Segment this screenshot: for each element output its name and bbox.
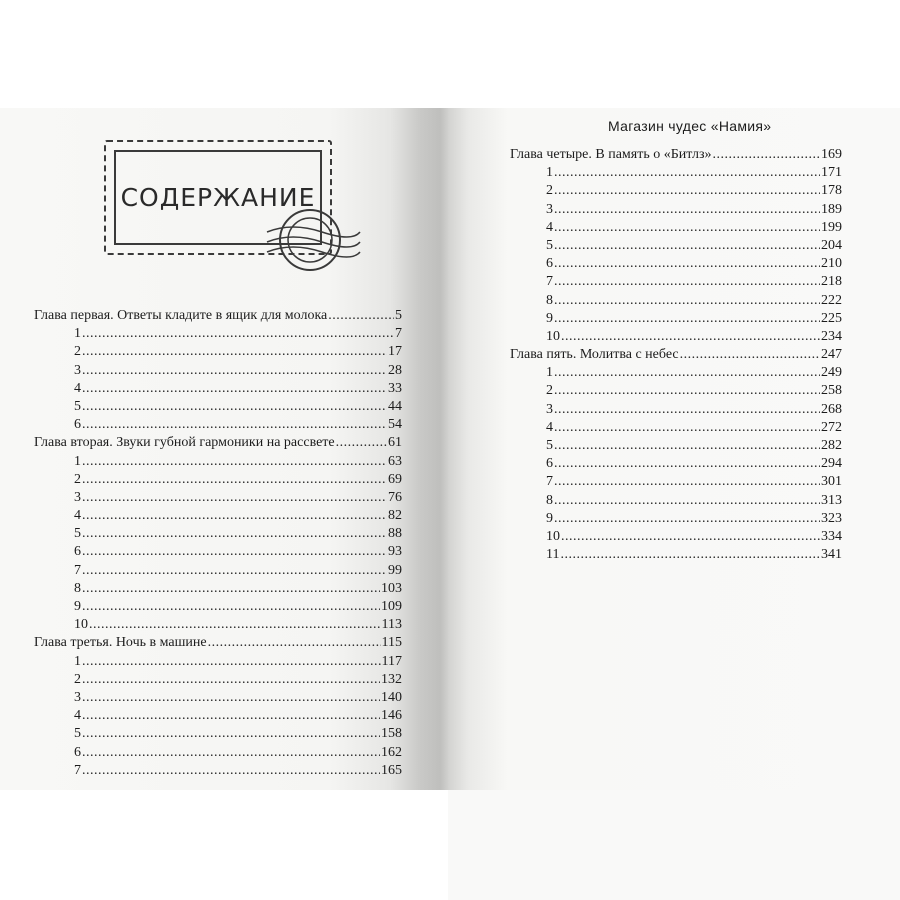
toc-leader-dots <box>554 255 820 273</box>
toc-page-number: 82 <box>388 508 402 524</box>
toc-leader-dots <box>554 437 820 455</box>
toc-page-number: 249 <box>821 365 842 381</box>
toc-leader-dots <box>208 634 381 652</box>
toc-page-number: 204 <box>821 237 842 253</box>
toc-entry-title: 2 <box>74 344 81 360</box>
toc-leader-dots <box>554 273 820 291</box>
toc-leader-dots <box>82 525 387 543</box>
toc-page-number: 109 <box>381 599 402 614</box>
toc-leader-dots <box>561 528 820 546</box>
toc-entry-title: Глава вторая. Звуки губной гармоники на рассвете <box>34 435 335 451</box>
toc-section-entry <box>34 325 402 343</box>
toc-entry-title: 6 <box>546 256 553 272</box>
toc-leader-dots <box>82 362 387 380</box>
toc-section-entry <box>34 671 402 689</box>
toc-leader-dots <box>554 473 820 491</box>
toc-section-entry <box>510 401 842 419</box>
toc-chapter-entry <box>510 146 842 164</box>
toc-section-entry <box>34 489 402 507</box>
toc-section-entry <box>510 310 842 328</box>
toc-section-entry <box>34 562 402 580</box>
toc-leader-dots <box>554 292 820 310</box>
toc-section-entry <box>34 653 402 671</box>
toc-leader-dots <box>554 201 820 219</box>
toc-entry-title: 7 <box>74 562 81 578</box>
toc-entry-title: 7 <box>546 274 553 290</box>
toc-page-number: 268 <box>821 401 842 417</box>
toc-entry-title: 6 <box>74 544 81 560</box>
toc-section-entry <box>34 507 402 525</box>
toc-section-entry <box>34 580 402 598</box>
toc-section-entry <box>34 453 402 471</box>
toc-entry-title: 9 <box>546 510 553 526</box>
toc-section-entry <box>34 380 402 398</box>
toc-entry-title: Глава четыре. В память о «Битлз» <box>510 147 712 162</box>
toc-entry-title: 10 <box>546 528 560 544</box>
toc-section-entry <box>34 543 402 561</box>
toc-section-entry <box>510 437 842 455</box>
toc-leader-dots <box>560 546 820 564</box>
toc-entry-title: 4 <box>74 508 81 524</box>
toc-section-entry <box>510 201 842 219</box>
toc-leader-dots <box>554 182 820 200</box>
toc-section-entry <box>34 725 402 743</box>
toc-entry-title: 5 <box>74 726 81 742</box>
toc-page-number: 301 <box>821 474 842 490</box>
toc-section-entry <box>510 382 842 400</box>
toc-entry-title: 6 <box>74 744 81 760</box>
toc-page-number: 178 <box>821 183 842 199</box>
toc-page-number: 140 <box>381 689 402 705</box>
toc-leader-dots <box>82 325 394 343</box>
toc-section-entry <box>34 616 402 634</box>
toc-page-number: 115 <box>381 635 402 651</box>
toc-page-number: 189 <box>821 201 842 217</box>
toc-leader-dots <box>82 744 380 762</box>
toc-page-number: 17 <box>388 344 402 360</box>
toc-entry-title: 3 <box>74 489 81 505</box>
toc-leader-dots <box>82 543 387 561</box>
toc-section-entry <box>34 398 402 416</box>
toc-leader-dots <box>82 580 380 598</box>
toc-leader-dots <box>82 453 387 471</box>
toc-entry-title: 3 <box>546 401 553 417</box>
toc-leader-dots <box>554 310 820 328</box>
toc-chapter-entry <box>34 307 402 325</box>
toc-entry-title: 4 <box>74 708 81 724</box>
toc-entry-title: 3 <box>74 362 81 378</box>
toc-page-number: 44 <box>388 398 402 414</box>
toc-entry-title: 5 <box>546 237 553 253</box>
toc-entry-title: 4 <box>546 219 553 235</box>
toc-chapter-entry <box>34 434 402 452</box>
toc-leader-dots <box>336 434 387 452</box>
toc-chapter-entry <box>34 634 402 652</box>
toc-section-entry <box>34 416 402 434</box>
toc-entry-title: 1 <box>546 365 553 381</box>
toc-entry-title: 2 <box>546 183 553 199</box>
toc-page-number: 63 <box>388 453 402 469</box>
toc-section-entry <box>510 237 842 255</box>
toc-entry-title: 2 <box>74 471 81 487</box>
toc-chapter-entry <box>510 346 842 364</box>
toc-page-number: 199 <box>821 219 842 235</box>
toc-entry-title: 1 <box>546 165 553 181</box>
toc-section-entry <box>510 492 842 510</box>
toc-page-number: 165 <box>381 762 402 778</box>
toc-leader-dots <box>82 416 387 434</box>
toc-entry-title: 1 <box>74 653 81 669</box>
toc-leader-dots <box>554 219 820 237</box>
toc-section-entry <box>510 528 842 546</box>
toc-entry-title: 4 <box>74 380 81 396</box>
toc-page-number: 5 <box>395 308 402 323</box>
toc-section-entry <box>510 292 842 310</box>
toc-leader-dots <box>554 419 820 437</box>
toc-entry-title: 3 <box>74 689 81 705</box>
toc-leader-dots <box>680 346 820 364</box>
toc-page-number: 33 <box>388 380 402 396</box>
toc-page-number: 103 <box>381 580 402 596</box>
toc-leader-dots <box>554 455 820 473</box>
toc-page-number: 272 <box>821 419 842 435</box>
toc-page-number: 132 <box>381 671 402 687</box>
toc-section-entry <box>510 273 842 291</box>
toc-leader-dots <box>82 762 380 780</box>
toc-section-entry <box>34 525 402 543</box>
toc-page-number: 282 <box>821 438 842 453</box>
toc-page-number: 162 <box>381 744 402 760</box>
toc-leader-dots <box>82 689 380 707</box>
toc-entry-title: 6 <box>546 456 553 472</box>
toc-section-entry <box>510 364 842 382</box>
toc-section-entry <box>510 255 842 273</box>
toc-page-number: 171 <box>821 165 842 181</box>
toc-leader-dots <box>82 671 380 689</box>
toc-page-number: 54 <box>388 417 402 433</box>
toc-page-number: 93 <box>388 544 402 560</box>
toc-leader-dots <box>561 328 820 346</box>
toc-page-number: 234 <box>821 328 842 344</box>
toc-section-entry <box>510 455 842 473</box>
toc-leader-dots <box>82 725 380 743</box>
right-page-lower <box>448 790 900 900</box>
toc-leader-dots <box>554 237 820 255</box>
toc-section-entry <box>34 689 402 707</box>
toc-leader-dots <box>82 343 387 361</box>
toc-entry-title: 10 <box>546 328 560 344</box>
toc-entry-title: 10 <box>74 617 88 633</box>
toc-leader-dots <box>554 401 820 419</box>
toc-entry-title: 1 <box>74 453 81 469</box>
toc-page-number: 169 <box>821 147 842 162</box>
toc-page-number: 225 <box>821 310 842 326</box>
toc-page-number: 7 <box>395 326 402 342</box>
toc-page-number: 210 <box>821 256 842 272</box>
toc-leader-dots <box>82 562 387 580</box>
toc-entry-title: 5 <box>546 438 553 453</box>
toc-entry-title: 8 <box>546 292 553 308</box>
toc-page-number: 146 <box>381 708 402 724</box>
toc-section-entry <box>510 546 842 564</box>
toc-entry-title: 7 <box>74 762 81 778</box>
toc-leader-dots <box>713 146 820 164</box>
toc-page-number: 222 <box>821 292 842 308</box>
toc-page-number: 313 <box>821 492 842 508</box>
toc-page-number: 76 <box>388 489 402 505</box>
toc-leader-dots <box>554 164 820 182</box>
toc-section-entry <box>34 598 402 616</box>
toc-leader-dots <box>554 364 820 382</box>
toc-entry-title: 3 <box>546 201 553 217</box>
toc-entry-title: 8 <box>546 492 553 508</box>
toc-leader-dots <box>82 380 387 398</box>
toc-section-entry <box>510 219 842 237</box>
toc-page-number: 247 <box>821 347 842 363</box>
toc-section-entry <box>34 362 402 380</box>
toc-entry-title: 4 <box>546 419 553 435</box>
toc-section-entry <box>510 510 842 528</box>
toc-leader-dots <box>82 707 380 725</box>
toc-page-number: 69 <box>388 471 402 487</box>
toc-entry-title: 8 <box>74 580 81 596</box>
toc-entry-title: 9 <box>74 599 81 614</box>
toc-leader-dots <box>554 492 820 510</box>
contents-heading: СОДЕРЖАНИЕ <box>120 183 316 212</box>
toc-leader-dots <box>82 653 381 671</box>
toc-entry-title: 5 <box>74 398 81 414</box>
toc-page-number: 334 <box>821 528 842 544</box>
toc-page-number: 341 <box>821 547 842 563</box>
toc-right-column <box>510 146 842 564</box>
toc-entry-title: 9 <box>546 310 553 326</box>
toc-page-number: 258 <box>821 383 842 399</box>
toc-entry-title: 1 <box>74 326 81 342</box>
toc-entry-title: Глава третья. Ночь в машине <box>34 635 207 651</box>
toc-section-entry <box>34 744 402 762</box>
toc-entry-title: 7 <box>546 474 553 490</box>
toc-page-number: 117 <box>381 653 402 669</box>
toc-leader-dots <box>554 510 820 528</box>
toc-entry-title: 6 <box>74 417 81 433</box>
toc-entry-title: 2 <box>74 671 81 687</box>
toc-page-number: 61 <box>388 435 402 451</box>
toc-page-number: 113 <box>381 617 402 633</box>
toc-page-number: 88 <box>388 526 402 542</box>
toc-leader-dots <box>82 489 387 507</box>
toc-entry-title: Глава первая. Ответы кладите в ящик для молока <box>34 308 328 323</box>
toc-entry-title: 2 <box>546 383 553 399</box>
toc-section-entry <box>510 473 842 491</box>
toc-leader-dots <box>82 598 380 616</box>
toc-leader-dots <box>82 471 387 489</box>
toc-leader-dots <box>328 307 394 325</box>
toc-page-number: 158 <box>381 726 402 742</box>
toc-entry-title: 5 <box>74 526 81 542</box>
toc-leader-dots <box>89 616 381 634</box>
toc-entry-title: 11 <box>546 547 560 563</box>
toc-section-entry <box>510 328 842 346</box>
toc-leader-dots <box>82 398 387 416</box>
toc-section-entry <box>34 762 402 780</box>
toc-section-entry <box>34 343 402 361</box>
toc-left-column <box>34 307 402 780</box>
toc-page-number: 294 <box>821 456 842 472</box>
toc-section-entry <box>34 707 402 725</box>
running-head: Магазин чудес «Намия» <box>608 118 772 134</box>
toc-page-number: 218 <box>821 274 842 290</box>
toc-section-entry <box>34 471 402 489</box>
toc-page-number: 28 <box>388 362 402 378</box>
toc-section-entry <box>510 182 842 200</box>
toc-leader-dots <box>82 507 387 525</box>
toc-page-number: 99 <box>388 562 402 578</box>
toc-entry-title: Глава пять. Молитва с небес <box>510 347 679 363</box>
toc-leader-dots <box>554 382 820 400</box>
toc-section-entry <box>510 164 842 182</box>
toc-section-entry <box>510 419 842 437</box>
toc-page-number: 323 <box>821 510 842 526</box>
postmark-icon <box>262 192 362 292</box>
